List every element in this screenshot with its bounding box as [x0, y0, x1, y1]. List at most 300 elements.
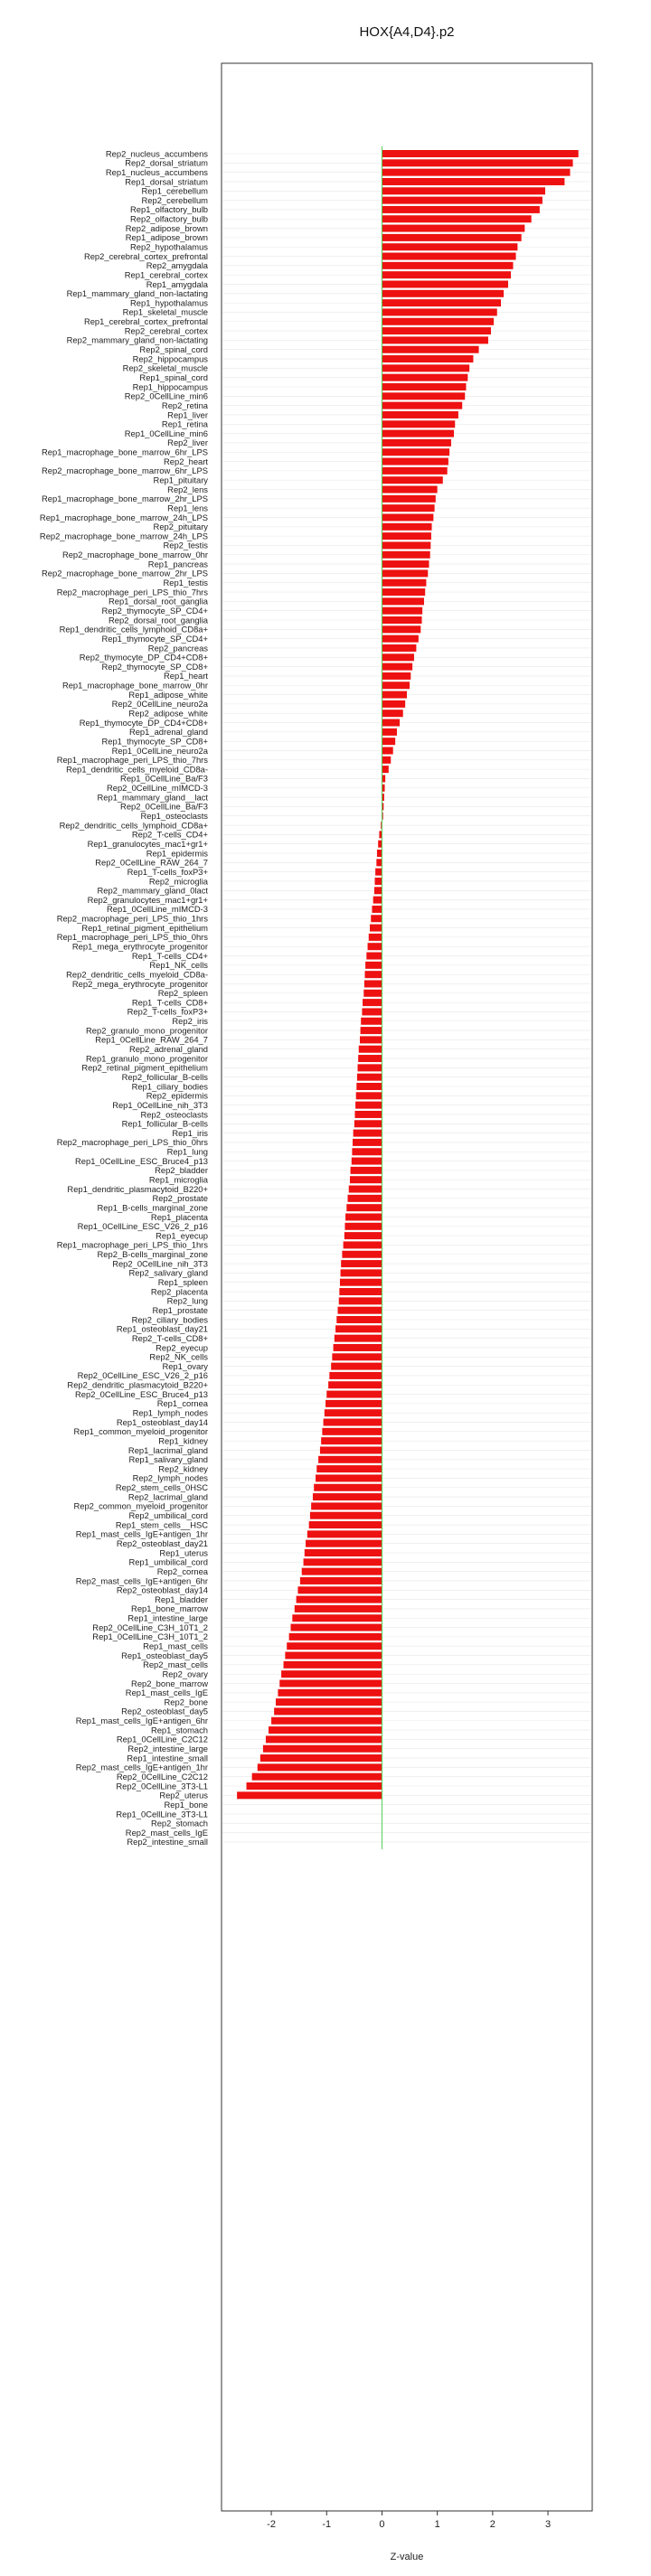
category-label: Rep2_0CellLine_ESC_V26_2_p16: [77, 1370, 208, 1381]
bar: [252, 1773, 382, 1781]
category-label: Rep1_cerebellum: [141, 185, 208, 196]
category-label: Rep2_osteoblast_day21: [116, 1537, 208, 1548]
bar: [382, 308, 496, 315]
bar: [382, 476, 442, 484]
category-label: Rep2_bladder: [155, 1165, 208, 1176]
category-label: Rep2_0CellLine_min6: [124, 390, 208, 401]
bar: [310, 1512, 382, 1519]
bar: [344, 1241, 382, 1248]
bar: [300, 1577, 382, 1584]
bar: [297, 1586, 382, 1594]
bar: [332, 1353, 382, 1360]
bar: [263, 1745, 382, 1753]
category-label: Rep1_T-cells_CD8+: [131, 997, 208, 1008]
category-label: Rep1_NK_cells: [149, 960, 208, 971]
bar: [342, 1251, 382, 1258]
category-label: Rep2_spinal_cord: [139, 344, 208, 355]
category-label: Rep2_0CellLine_C2C12: [116, 1771, 208, 1782]
bar: [354, 1130, 382, 1137]
category-label: Rep2_cerebral_cortex: [124, 325, 208, 336]
bar: [351, 1167, 382, 1174]
category-label: Rep2_thymocyte_DP_CD4+CD8+: [79, 652, 208, 663]
bar: [382, 327, 491, 334]
category-label: Rep2_bone_marrow: [131, 1678, 208, 1688]
category-label: Rep2_thymocyte_SP_CD4+: [101, 605, 208, 616]
category-label: Rep2_T-cells_CD8+: [131, 1332, 208, 1343]
bar: [382, 374, 467, 381]
category-label: Rep1_0CellLine_neuro2a: [111, 745, 208, 756]
bar: [284, 1661, 382, 1669]
category-label: Rep1_spinal_cord: [139, 371, 208, 382]
category-label: Rep2_0CellLine_neuro2a: [111, 699, 208, 710]
category-label: Rep1_adrenal_gland: [128, 727, 208, 738]
bar: [382, 532, 430, 540]
category-label: Rep1_dendritic_cells_lymphoid_CD8a+: [59, 624, 208, 635]
category-label: Rep1_0CellLine_nih_3T3: [112, 1099, 208, 1110]
bar: [382, 757, 391, 764]
category-label: Rep2_pancreas: [147, 643, 208, 653]
category-label: Rep2_granulo_mono_progenitor: [86, 1025, 208, 1036]
bar: [382, 523, 431, 531]
bar: [339, 1297, 382, 1304]
category-label: Rep1_macrophage_peri_LPS_thio_0hrs: [56, 932, 208, 943]
bar: [320, 1446, 382, 1453]
bar: [377, 850, 382, 857]
bar: [372, 906, 382, 913]
category-label: Rep1_common_myeloid_progenitor: [73, 1426, 208, 1437]
bar: [376, 859, 382, 866]
bar: [362, 1008, 382, 1015]
x-tick-label: -1: [322, 2519, 332, 2530]
bar: [382, 420, 455, 428]
bar: [369, 934, 382, 941]
bar: [382, 616, 421, 624]
x-tick-label: 3: [544, 2519, 552, 2530]
category-label: Rep2_intestine_small: [127, 1837, 208, 1847]
bar: [382, 467, 447, 475]
category-label: Rep2_mast_cells_IgE+antigen_1hr: [75, 1762, 208, 1772]
bar: [382, 187, 545, 194]
x-axis-title: Z-value: [390, 2552, 424, 2562]
category-label: Rep1_olfactory_bulb: [130, 204, 208, 215]
bar: [382, 663, 412, 671]
category-label: Rep2_uterus: [159, 1790, 208, 1800]
bar: [302, 1568, 382, 1575]
category-label: Rep2_heart: [164, 456, 208, 466]
bar: [295, 1605, 382, 1612]
bar: [287, 1642, 382, 1650]
bar: [356, 1092, 382, 1099]
category-label: Rep1_lung: [166, 1146, 208, 1157]
category-label: Rep1_iris: [172, 1127, 208, 1138]
category-label: Rep1_stomach: [150, 1725, 208, 1735]
category-label: Rep1_bone: [164, 1799, 208, 1810]
category-label: Rep2_epidermis: [146, 1090, 208, 1101]
category-label: Rep2_lymph_nodes: [132, 1472, 208, 1483]
bar: [289, 1633, 382, 1641]
category-label: Rep2_macrophage_bone_marrow_6hr_LPS: [42, 465, 208, 476]
bar: [382, 551, 429, 559]
category-label: Rep1_adipose_white: [128, 689, 208, 700]
chart-title: HOX{A4,D4}.p2: [359, 24, 455, 40]
bar: [278, 1689, 382, 1697]
bar: [346, 1204, 382, 1211]
bar: [271, 1717, 382, 1725]
category-label: Rep1_macrophage_bone_marrow_24h_LPS: [39, 512, 208, 522]
bar: [382, 271, 511, 278]
category-label: Rep1_macrophage_bone_marrow_6hr_LPS: [42, 447, 208, 457]
category-label: Rep1_osteoblast_day14: [116, 1416, 208, 1427]
category-label: Rep1_dendritic_cells_myeloid_CD8a-: [66, 764, 208, 775]
bar: [382, 691, 407, 699]
bar: [285, 1652, 382, 1659]
category-label: Rep1_cerebral_cortex: [124, 269, 208, 280]
category-label: Rep2_lacrimal_gland: [127, 1491, 208, 1502]
category-label: Rep2_retina: [161, 400, 208, 410]
category-label: Rep2_osteoblast_day5: [121, 1706, 208, 1716]
bar: [348, 1195, 382, 1202]
bar: [340, 1279, 382, 1286]
category-label: Rep1_0CellLine_3T3-L1: [116, 1809, 208, 1819]
category-label: Rep2_0CellLine_C3H_10T1_2: [92, 1622, 208, 1632]
bar: [382, 653, 413, 661]
category-label: Rep1_cornea: [156, 1398, 208, 1409]
category-label: Rep2_common_myeloid_progenitor: [73, 1500, 208, 1511]
category-label: Rep1_uterus: [159, 1547, 208, 1558]
x-axis-ticks: [267, 2511, 551, 2530]
bar: [313, 1493, 382, 1500]
bar: [382, 346, 478, 353]
bar: [382, 336, 487, 343]
bar: [382, 411, 458, 418]
bar: [365, 962, 382, 969]
bar: [382, 364, 469, 371]
category-label: Rep1_thymocyte_DP_CD4+CD8+: [79, 717, 208, 728]
category-label: Rep1_intestine_large: [127, 1612, 208, 1623]
bar: [382, 234, 521, 241]
bar: [382, 280, 508, 287]
category-label: Rep1_heart: [164, 671, 208, 682]
bar: [382, 486, 437, 494]
bar: [364, 980, 382, 987]
bar: [354, 1111, 382, 1118]
category-label: Rep2_pituitary: [153, 522, 208, 532]
bar: [360, 1036, 382, 1043]
bar: [314, 1484, 382, 1491]
category-label: Rep2_salivary_gland: [128, 1267, 208, 1278]
category-label: Rep1_placenta: [150, 1211, 208, 1222]
bar: [382, 197, 542, 204]
category-label: Rep2_umbilical_cord: [128, 1510, 208, 1521]
bar: [382, 607, 422, 615]
category-label: Rep1_dorsal_striatum: [125, 176, 208, 187]
category-label: Rep1_granulo_mono_progenitor: [86, 1053, 208, 1064]
category-label: Rep1_spleen: [157, 1277, 208, 1288]
category-label: Rep1_bone_marrow: [131, 1603, 208, 1614]
bar: [382, 299, 501, 306]
category-label: Rep2_osteoblast_day14: [116, 1584, 208, 1595]
category-label: Rep2_macrophage_peri_LPS_thio_1hrs: [56, 913, 208, 924]
category-label: Rep1_mast_cells_IgE+antigen_1hr: [75, 1528, 208, 1539]
bar: [382, 775, 385, 782]
bar: [382, 169, 570, 176]
category-label: Rep1_stem_cells__HSC: [115, 1519, 208, 1530]
bar: [382, 206, 539, 213]
bar: [382, 318, 494, 325]
category-label: Rep2_mast_cells: [143, 1659, 208, 1670]
category-label: Rep1_epidermis: [146, 848, 208, 859]
bar: [237, 1791, 382, 1799]
bar: [382, 159, 572, 166]
bar: [382, 719, 400, 727]
bar: [382, 225, 524, 232]
category-label: Rep1_osteoclasts: [140, 811, 208, 822]
category-label: Rep1_cerebral_cortex_prefrontal: [83, 316, 208, 327]
bar: [311, 1502, 382, 1509]
bar: [382, 253, 515, 260]
category-label: Rep2_lung: [166, 1295, 208, 1306]
category-label: Rep2_liver: [167, 437, 208, 448]
category-label: Rep2_macrophage_peri_LPS_thio_7hrs: [56, 587, 208, 597]
bar: [363, 999, 382, 1006]
category-label: Rep2_osteoclasts: [140, 1109, 208, 1120]
category-label: Rep1_umbilical_cord: [128, 1556, 208, 1567]
category-label: Rep2_0CellLine_3T3-L1: [116, 1781, 208, 1791]
category-label: Rep2_dorsal_root_ganglia: [108, 615, 208, 625]
category-label: Rep2_dendritic_cells_lymphoid_CD8a+: [59, 820, 208, 831]
category-label: Rep1_mast_cells_IgE+antigen_6hr: [75, 1716, 208, 1726]
bar: [382, 243, 517, 250]
category-label: Rep1_0CellLine_ESC_V26_2_p16: [77, 1221, 208, 1232]
category-label: Rep2_adipose_white: [128, 708, 208, 719]
category-label: Rep1_0CellLine_RAW_264_7: [95, 1034, 208, 1045]
category-label: Rep2_0CellLine_nih_3T3: [112, 1258, 208, 1269]
bar: [338, 1307, 382, 1314]
bar: [297, 1596, 382, 1603]
category-label: Rep2_0CellLine_Ba/F3: [120, 801, 208, 812]
category-label: Rep1_0CellLine_ESC_Bruce4_p13: [75, 1155, 208, 1166]
category-label: Rep2_nucleus_accumbens: [105, 148, 208, 159]
bar: [341, 1269, 382, 1276]
category-label: Rep1_prostate: [152, 1304, 208, 1315]
category-label: Rep1_pituitary: [153, 475, 208, 485]
category-label: Rep1_0CellLine_Ba/F3: [120, 773, 208, 784]
bar: [345, 1213, 382, 1220]
category-label: Rep1_retinal_pigment_epithelium: [81, 922, 208, 933]
category-label: Rep2_stem_cells_0HSC: [115, 1482, 208, 1493]
category-label: Rep1_B-cells_marginal_zone: [97, 1202, 208, 1213]
bar: [316, 1474, 382, 1481]
category-label: Rep1_eyecup: [156, 1230, 208, 1241]
category-label: Rep2_mega_erythrocyte_progenitor: [71, 978, 208, 989]
bar: [382, 541, 430, 549]
bar: [321, 1437, 382, 1444]
category-label: Rep1_follicular_B-cells: [121, 1118, 208, 1129]
bar: [349, 1186, 382, 1193]
category-label: Rep1_nucleus_accumbens: [105, 166, 208, 177]
category-labels: [40, 148, 209, 1847]
category-label: Rep2_thymocyte_SP_CD8+: [101, 661, 208, 672]
bar: [382, 458, 448, 465]
bar: [355, 1102, 382, 1109]
category-label: Rep1_testis: [163, 578, 208, 588]
category-label: Rep1_dendritic_plasmacytoid_B220+: [67, 1183, 208, 1194]
bar: [359, 1046, 382, 1053]
bar: [382, 215, 531, 222]
bar: [382, 766, 388, 773]
bar: [382, 383, 466, 390]
category-label: Rep1_hypothalamus: [130, 297, 208, 308]
bar: [374, 887, 382, 894]
category-label: Rep2_skeletal_muscle: [122, 362, 208, 373]
bar: [344, 1232, 382, 1239]
category-label: Rep2_follicular_B-cells: [121, 1071, 208, 1082]
category-label: Rep1_0CellLine_mIMCD-3: [106, 904, 208, 915]
category-label: Rep1_macrophage_bone_marrow_2hr_LPS: [42, 494, 208, 504]
category-label: Rep2_retinal_pigment_epithelium: [81, 1062, 208, 1073]
category-label: Rep2_cornea: [156, 1565, 208, 1576]
bar: [354, 1120, 382, 1127]
category-label: Rep2_hippocampus: [132, 353, 208, 364]
bar: [373, 897, 382, 904]
category-label: Rep1_T-cells_foxP3+: [127, 866, 208, 877]
category-label: Rep2_macrophage_bone_marrow_24h_LPS: [39, 531, 208, 541]
bar: [382, 569, 428, 577]
bar: [269, 1726, 382, 1734]
category-label: Rep2_mast_cells_IgE: [125, 1827, 208, 1838]
bar: [266, 1735, 382, 1743]
category-label: Rep1_macrophage_peri_LPS_thio_1hrs: [56, 1239, 208, 1250]
category-label: Rep2_ovary: [162, 1669, 208, 1679]
bar: [370, 925, 382, 932]
category-label: Rep2_dendritic_cells_myeloid_CD8a-: [66, 969, 208, 980]
category-label: Rep1_thymocyte_SP_CD4+: [101, 633, 208, 644]
category-label: Rep1_pancreas: [147, 559, 208, 569]
category-label: Rep2_lens: [167, 484, 208, 494]
bar: [316, 1465, 382, 1472]
bar: [279, 1679, 382, 1687]
bar: [358, 1055, 382, 1062]
bar: [325, 1409, 382, 1416]
bar: [382, 625, 420, 633]
category-label: Rep1_macrophage_peri_LPS_thio_7hrs: [56, 755, 208, 766]
category-label: Rep2_granulocytes_mac1+gr1+: [87, 894, 208, 905]
category-label: Rep2_0CellLine_RAW_264_7: [95, 857, 208, 868]
bar: [382, 430, 454, 437]
category-label: Rep2_eyecup: [156, 1342, 208, 1353]
bar: [382, 355, 473, 362]
category-label: Rep1_0CellLine_C2C12: [116, 1734, 208, 1744]
category-label: Rep1_dorsal_root_ganglia: [108, 596, 208, 606]
bar: [382, 710, 402, 717]
bar: [281, 1670, 382, 1678]
bar: [328, 1381, 382, 1388]
bar: [382, 682, 410, 689]
bar: [356, 1083, 382, 1090]
x-tick-label: 1: [434, 2519, 440, 2530]
bar: [382, 729, 397, 736]
category-label: Rep2_prostate: [152, 1193, 208, 1204]
bar: [247, 1782, 382, 1790]
bar: [344, 1223, 382, 1230]
category-label: Rep2_mammary_gland_non-lactating: [66, 334, 208, 345]
bar: [363, 990, 382, 997]
bar: [382, 579, 426, 587]
category-label: Rep2_dorsal_striatum: [125, 157, 208, 168]
bar: [334, 1344, 382, 1351]
bar: [382, 290, 504, 297]
bar: [382, 178, 564, 185]
x-tick-label: -2: [267, 2519, 276, 2530]
bar: [361, 1027, 382, 1034]
category-label: Rep2_T-cells_CD4+: [131, 829, 208, 840]
category-label: Rep2_T-cells_foxP3+: [127, 1006, 208, 1017]
bar: [382, 495, 435, 503]
bar: [352, 1148, 382, 1155]
bar: [375, 878, 382, 885]
category-label: Rep2_macrophage_peri_LPS_thio_0hrs: [56, 1137, 208, 1148]
category-label: Rep2_mast_cells_IgE+antigen_6hr: [75, 1575, 208, 1586]
bar: [322, 1428, 382, 1435]
x-tick-label: 0: [379, 2519, 385, 2530]
bar: [382, 439, 450, 447]
category-label: Rep1_kidney: [158, 1435, 208, 1446]
category-label: Rep2_intestine_large: [127, 1744, 208, 1754]
category-label: Rep1_bladder: [155, 1594, 208, 1604]
category-label: Rep2_ciliary_bodies: [131, 1314, 208, 1325]
category-label: Rep1_ovary: [162, 1360, 208, 1371]
category-label: Rep1_retina: [161, 418, 208, 429]
category-label: Rep2_cerebellum: [141, 194, 208, 205]
category-label: Rep1_salivary_gland: [128, 1454, 208, 1465]
bar: [335, 1325, 382, 1332]
bar: [382, 150, 578, 157]
bar: [382, 597, 424, 605]
category-label: Rep2_mammary_gland_0lact: [97, 885, 208, 896]
x-tick-label: 2: [489, 2519, 495, 2530]
bar: [307, 1530, 382, 1537]
category-label: Rep1_microglia: [148, 1174, 208, 1185]
bar: [352, 1158, 382, 1165]
bar: [382, 504, 434, 512]
bar: [382, 262, 513, 269]
category-label: Rep1_0CellLine_C3H_10T1_2: [92, 1631, 208, 1642]
category-label: Rep1_intestine_small: [127, 1753, 208, 1763]
category-label: Rep2_hypothalamus: [130, 241, 208, 252]
category-label: Rep2_macrophage_bone_marrow_0hr: [61, 550, 208, 560]
bar: [329, 1372, 382, 1379]
category-label: Rep2_B-cells_marginal_zone: [97, 1249, 208, 1260]
bar: [358, 1064, 382, 1071]
category-label: Rep2_iris: [172, 1016, 208, 1027]
category-label: Rep2_kidney: [158, 1463, 208, 1474]
category-label: Rep1_mammary_gland__lact: [97, 792, 208, 803]
category-label: Rep1_thymocyte_SP_CD8+: [101, 736, 208, 747]
bar: [382, 392, 465, 400]
bar: [274, 1707, 382, 1715]
bar: [331, 1363, 382, 1370]
bar: [357, 1074, 382, 1081]
bar: [364, 971, 382, 978]
bar: [292, 1614, 382, 1622]
category-label: Rep1_mast_cells: [143, 1641, 208, 1651]
bar: [324, 1419, 382, 1426]
category-label: Rep2_testis: [163, 540, 208, 550]
bar: [290, 1624, 382, 1631]
category-label: Rep1_skeletal_muscle: [122, 306, 208, 317]
bar: [382, 635, 418, 643]
category-label: Rep1_macrophage_bone_marrow_0hr: [61, 680, 208, 691]
